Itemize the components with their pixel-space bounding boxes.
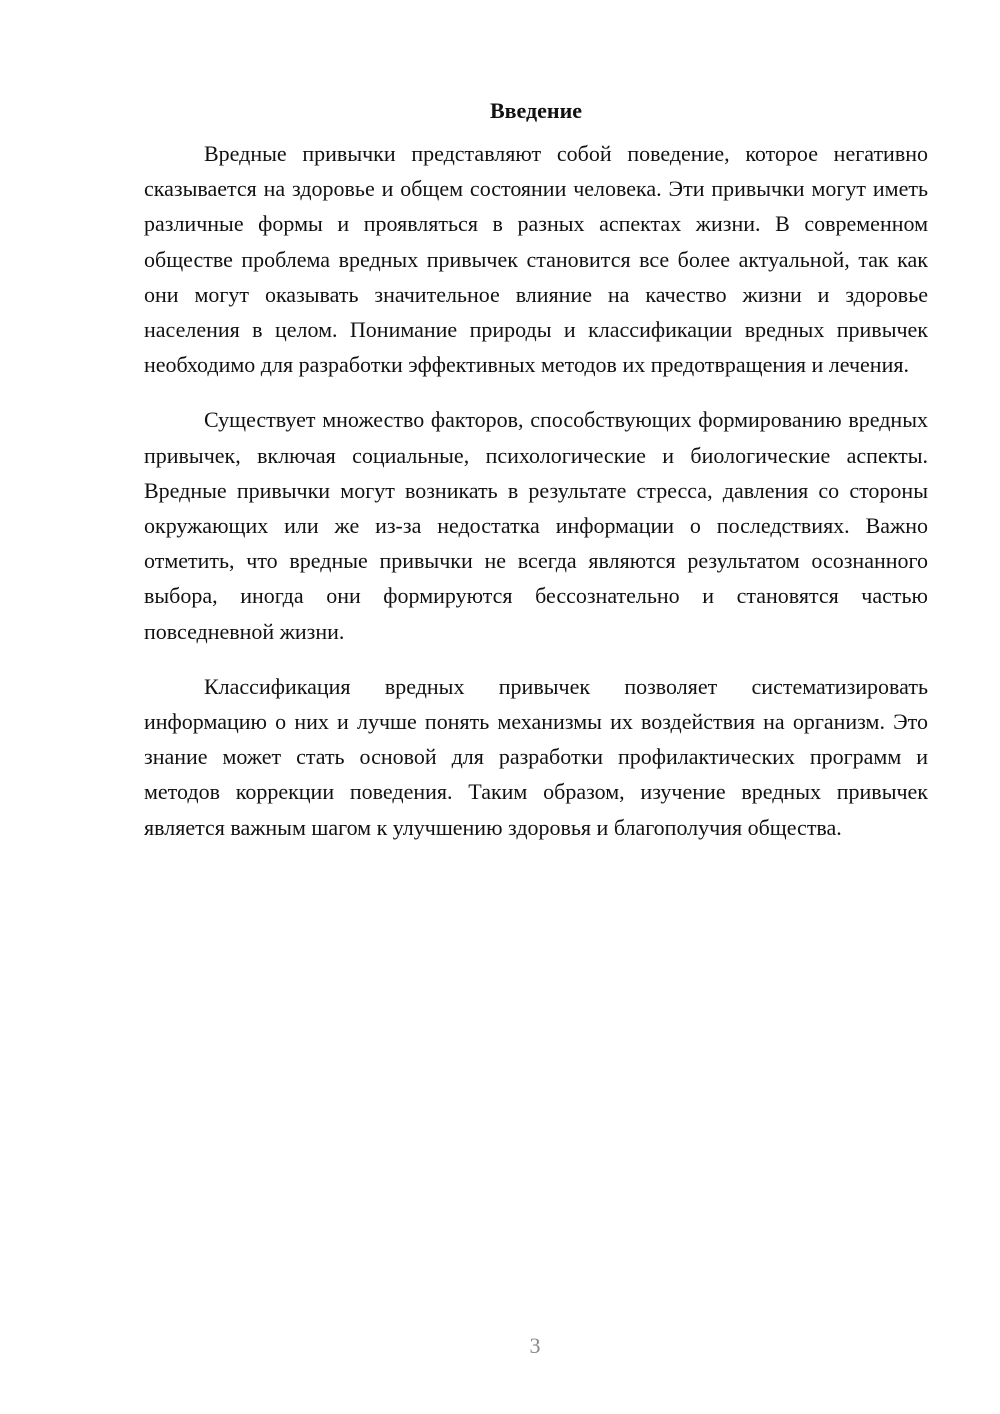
section-title: Введение (489, 98, 583, 123)
paragraph-3: Классификация вредных привычек позволяет систематизировать информацию о них и лучше понять механизмы их воздействия на организм. Это знание может стать основой для разработки профилактических программ и методов коррекции поведения. Таким образом, изучение вредных привычек является важным шагом к улучшению здоровья и благополучия общества. (144, 673, 928, 840)
paragraph-1: Вредные привычки представляют собой поведение, которое негативно сказывается на здоровье и общем состоянии человека. Эти привычки могут иметь различные формы и проявляться в разных аспектах жизни. В современном обществе проблема вредных привычек становится все более актуальной, так как они могут оказывать значительное влияние на качество жизни и здоровье населения в целом. Понимание природы и классификации вредных привычек необходимо для разработки эффективных методов их предотвращения и лечения. (144, 141, 928, 378)
page-content (144, 94, 928, 865)
page-number: 3 (529, 1333, 541, 1358)
paragraph-2: Существует множество факторов, способствующих формированию вредных привычек, включая социальные, психологические и биологические аспекты. Вредные привычки могут возникать в результате стресса, давления со стороны окружающих или же из-за недостатка информации о последствиях. Важно отметить, что вредные привычки не всегда являются результатом осознанного выбора, иногда они формируются бессознательно и становятся частью повседневной жизни. (144, 407, 928, 644)
